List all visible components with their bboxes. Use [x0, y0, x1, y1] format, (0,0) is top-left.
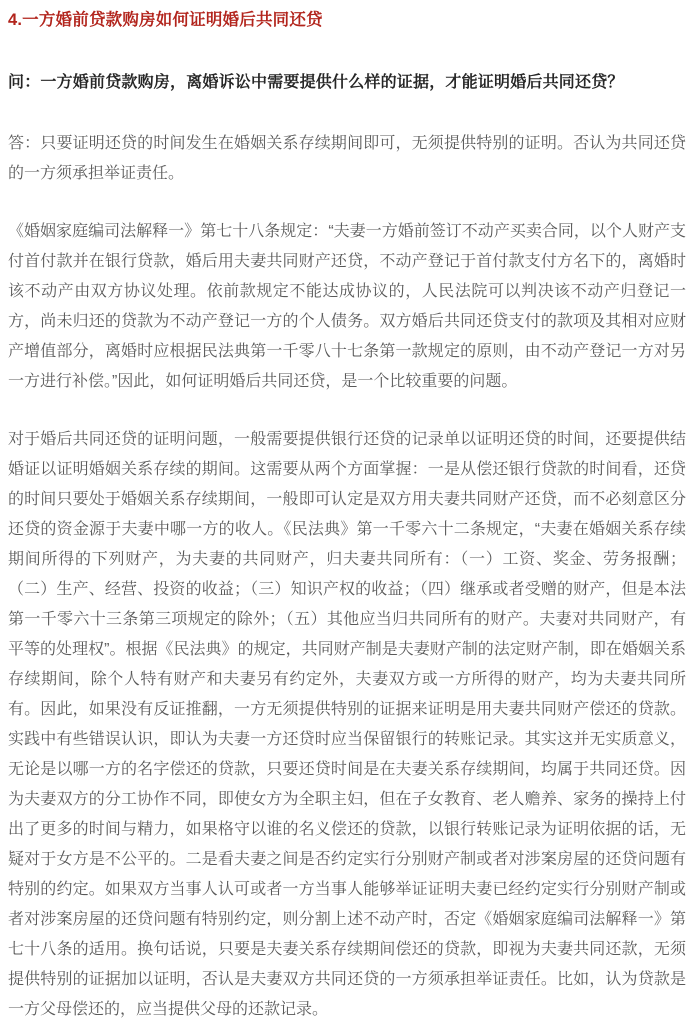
judicial-interpretation-paragraph: 《婚姻家庭编司法解释一》第七十八条规定：“夫妻一方婚前签订不动产买卖合同，以个人财产支付首付款并在银行贷款，婚后用夫妻共同财产还贷，不动产登记于首付款支付方名下的，离婚时该不动产由双方协议处理。依前款规定不能达成协议的，人民法院可以判决该不动产归登记一方，尚未归还的贷款为不动产登记一方的个人债务。双方婚后共同还贷支付的款项及其相对应财产增值部分，离婚时应根据民法典第一千零八十七条第一款规定的原则，由不动产登记一方对另一方进行补偿。”因此，如何证明婚后共同还贷，是一个比较重要的问题。 — [8, 223, 686, 390]
answer-text: 答：只要证明还贷的时间发生在婚姻关系存续期间即可，无须提供特别的证明。否认为共同还贷的一方须承担举证责任。 — [8, 135, 686, 182]
question-text: 问：一方婚前贷款购房，离婚诉讼中需要提供什么样的证据，才能证明婚后共同还贷？ — [8, 74, 624, 91]
section-heading: 4.一方婚前贷款购房如何证明婚后共同还贷 — [8, 11, 323, 29]
analysis-paragraph: 对于婚后共同还贷的证明问题，一般需要提供银行还贷的记录单以证明还贷的时间，还要提供结婚证以证明婚姻关系存续的期间。这需要从两个方面掌握：一是从偿还银行贷款的时间看，还贷的时间只要处于婚姻关系存续期间，一般即可认定是双方用夫妻共同财产还贷，而不必刻意区分还贷的资金源于夫妻中哪一方的收人。《民法典》第一千零六十二条规定，“夫妻在婚姻关系存续期间所得的下列财产，为夫妻的共同财产，归夫妻共同所有：（一）工资、奖金、劳务报酬；（二）生产、经营、投资的收益；（三）知识产权的收益；（四）继承或者受赠的财产，但是本法第一千零六十三条第三项规定的除外；（五）其他应当归共同所有的财产。夫妻对共同财产，有平等的处理权”。根据《民法典》的规定，共同财产制是夫妻财产制的法定财产制，即在婚姻关系存续期间，除个人特有财产和夫妻另有约定外，夫妻双方或一方所得的财产，均为夫妻共同所有。因此，如果没有反证推翻，一方无须提供特别的证据来证明是用夫妻共同财产偿还的贷款。实践中有些错误认识，即认为夫妻一方还贷时应当保留银行的转账记录。其实这并无实质意义，无论是以哪一方的名字偿还的贷款，只要还贷时间是在夫妻关系存续期间，均属于共同还贷。因为夫妻双方的分工协作不同，即使女方为全职主妇，但在子女教育、老人赡养、家务的操持上付出了更多的时间与精力，如果格守以谁的名义偿还的贷款，以银行转账记录为证明依据的话，无疑对于女方是不公平的。二是看夫妻之间是否约定实行分别财产制或者对涉案房屋的还贷问题有特别的约定。如果双方当事人认可或者一方当事人能够举证证明夫妻已经约定实行分别财产制或者对涉案房屋的还贷问题有特别约定，则分割上述不动产时，否定《婚姻家庭编司法解释一》第七十八条的适用。换句话说，只要是夫妻关系存续期间偿还的贷款，即视为夫妻共同还款，无须提供特别的证据加以证明，否认是夫妻双方共同还贷的一方须承担举证责任。比如，认为贷款是一方父母偿还的，应当提供父母的还款记录。 — [8, 431, 686, 1018]
